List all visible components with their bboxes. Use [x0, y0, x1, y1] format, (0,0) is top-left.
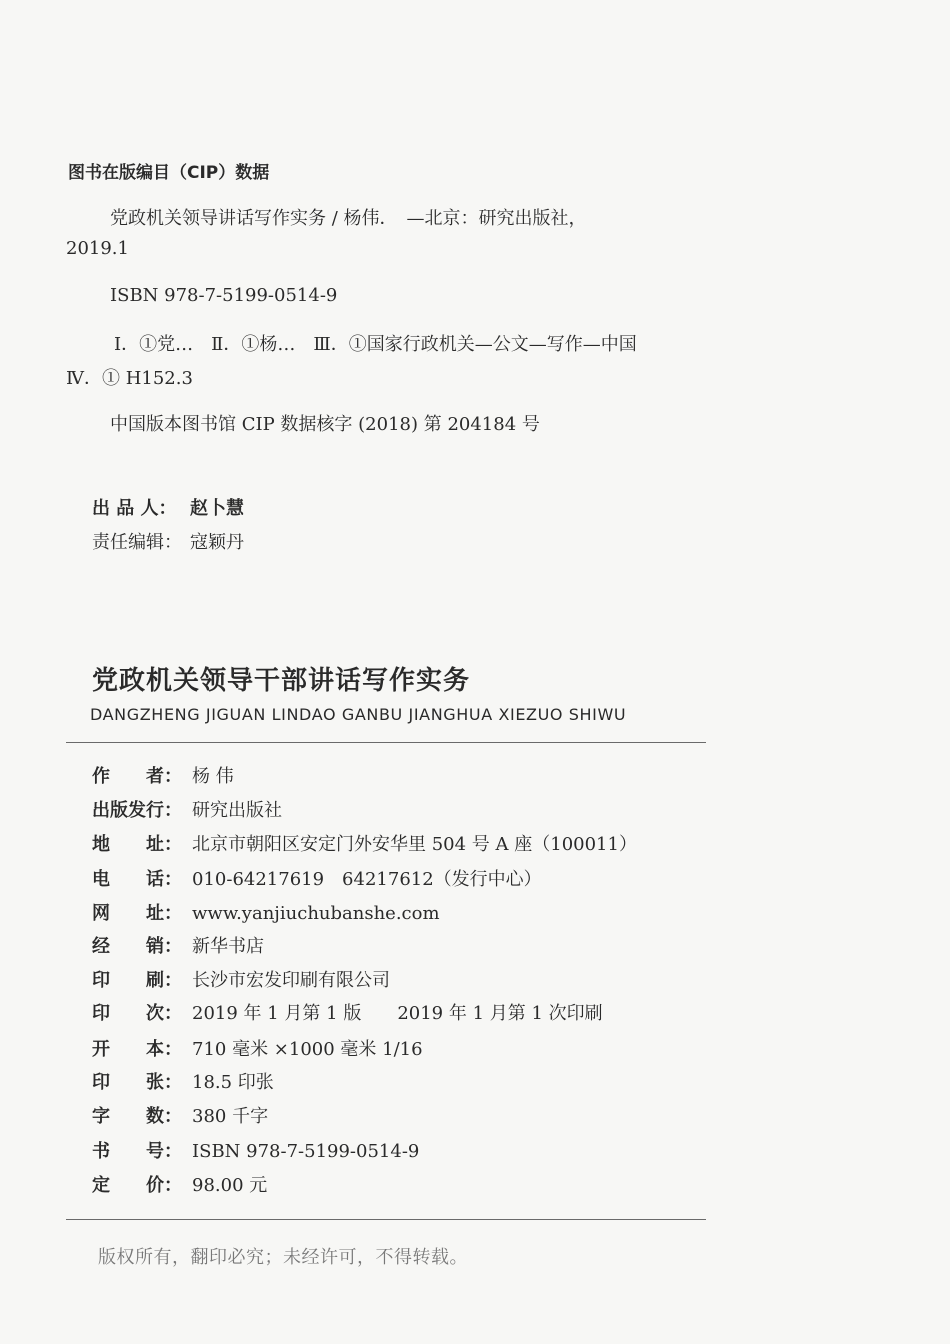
info-label: 网 址： [92, 903, 182, 924]
editor-label: 责任编辑： [92, 532, 182, 553]
cip-title-line: 党政机关领导讲话写作实务 / 杨伟． —北京：研究出版社， [110, 208, 587, 229]
info-row-printer [92, 966, 390, 996]
info-value: 长沙市宏发印刷有限公司 [192, 970, 390, 991]
info-label: 字 数： [92, 1106, 182, 1127]
info-row-sheets [92, 1068, 274, 1098]
info-label: 开 本： [92, 1039, 182, 1060]
editor-name: 寇颖丹 [190, 532, 244, 553]
info-row-phone [92, 865, 542, 895]
info-row-edition [92, 999, 603, 1029]
info-label: 出版发行： [92, 800, 182, 821]
info-value: 010-64217619 64217612（发行中心） [192, 869, 542, 890]
cip-record-number: 中国版本图书馆 CIP 数据核字 (2018) 第 204184 号 [110, 414, 540, 435]
info-row-address [92, 830, 637, 860]
info-label: 定 价： [92, 1175, 182, 1196]
book-title: 党政机关领导干部讲话写作实务 [92, 666, 471, 696]
info-label: 地 址： [92, 834, 182, 855]
cip-classification: Ⅰ．①党… Ⅱ．①杨… Ⅲ．①国家行政机关—公文—写作—中国 [114, 334, 637, 355]
info-value: 380 千字 [192, 1106, 269, 1127]
info-label: 作 者： [92, 766, 182, 787]
info-value: 18.5 印张 [192, 1072, 274, 1093]
cip-classification-continued: Ⅳ．① H152.3 [66, 368, 193, 389]
info-row-word-count [92, 1102, 268, 1132]
info-value: 710 毫米 ×1000 毫米 1/16 [192, 1039, 423, 1060]
info-value: ISBN 978-7-5199-0514-9 [192, 1141, 420, 1162]
copyright-notice: 版权所有，翻印必究；未经许可，不得转载。 [98, 1247, 468, 1268]
info-label: 经 销： [92, 936, 182, 957]
info-value: www.yanjiuchubanshe.com [192, 903, 440, 924]
info-value: 研究出版社 [192, 800, 282, 821]
info-label: 印 张： [92, 1072, 182, 1093]
cip-title-line-continued: 2019.1 [66, 238, 129, 259]
book-title-pinyin: DANGZHENG JIGUAN LINDAO GANBU JIANGHUA XIEZUO SHIWU [90, 705, 627, 724]
info-value: 98.00 元 [192, 1175, 268, 1196]
info-row-website [92, 899, 440, 929]
info-row-distributor [92, 932, 264, 962]
info-row-format [92, 1035, 423, 1065]
info-row-author [92, 762, 234, 792]
info-row-price [92, 1171, 267, 1201]
producer-label: 出 品 人： [92, 498, 177, 519]
info-label: 书 号： [92, 1141, 182, 1162]
info-row-book-number [92, 1137, 419, 1167]
info-value: 新华书店 [192, 936, 264, 957]
info-row-publisher [92, 796, 282, 826]
info-value: 2019 年 1 月第 1 版 2019 年 1 月第 1 次印刷 [192, 1003, 603, 1024]
info-label: 印 刷： [92, 970, 182, 991]
cip-isbn: ISBN 978-7-5199-0514-9 [110, 285, 338, 306]
bottom-divider [66, 1219, 706, 1220]
top-divider [66, 742, 706, 743]
producer-row [92, 494, 244, 520]
info-value: 杨 伟 [192, 766, 234, 787]
editor-row [92, 528, 244, 554]
info-value: 北京市朝阳区安定门外安华里 504 号 A 座（100011） [192, 834, 637, 855]
info-label: 印 次： [92, 1003, 182, 1024]
producer-name: 赵卜慧 [190, 498, 244, 519]
info-label: 电 话： [92, 869, 182, 890]
cip-heading: 图书在版编目（CIP）数据 [68, 163, 270, 183]
